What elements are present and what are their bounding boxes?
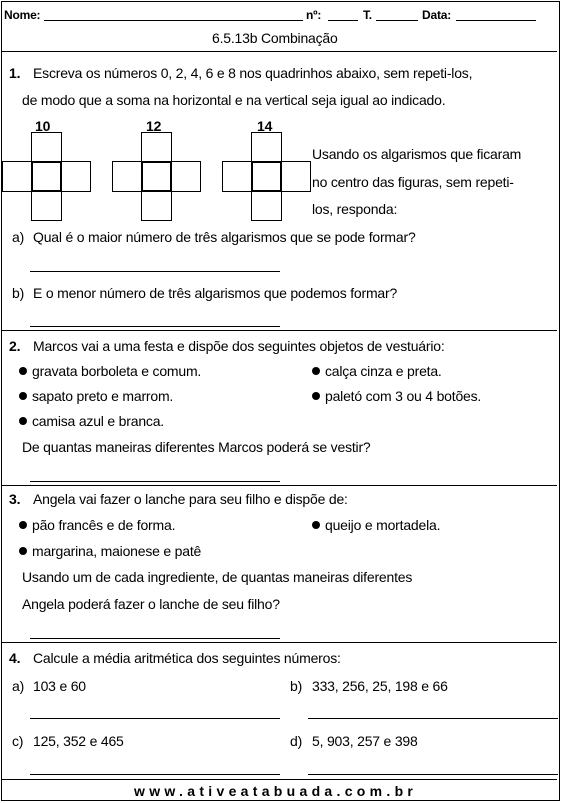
q3-item: margarina, maionese e patê: [19, 544, 201, 558]
q1a-letter: a): [12, 229, 25, 245]
cross-box-right[interactable]: [170, 161, 201, 192]
cross-box-top[interactable]: [251, 132, 282, 163]
q1-side-text-1: Usando os algarismos que ficaram: [312, 146, 522, 162]
q3-line1: Angela vai fazer o lanche para seu filho e dispõe de:: [33, 491, 348, 507]
q2-item: gravata borboleta e comum.: [19, 364, 201, 378]
q1-number: 1.: [9, 65, 21, 81]
q4a-answer-line[interactable]: [30, 718, 280, 719]
q2-item: paletó com 3 ou 4 botões.: [312, 389, 481, 403]
q3-line3: Angela poderá fazer o lanche de seu filho?: [22, 596, 280, 612]
cross-box-right[interactable]: [280, 161, 311, 192]
date-label: Data:: [422, 8, 452, 22]
q1a-answer-line[interactable]: [30, 271, 280, 272]
q4d-answer-line[interactable]: [308, 774, 558, 775]
cross3-sum: 14: [257, 118, 273, 134]
cross-box-top[interactable]: [31, 132, 62, 163]
q4-line1: Calcule a média aritmética dos seguintes números:: [33, 650, 341, 666]
cross-figure-3: [222, 132, 312, 222]
q4b-letter: b): [290, 678, 303, 694]
q4d-text: 5, 903, 257 e 398: [312, 733, 418, 749]
cross-box-bottom[interactable]: [141, 190, 172, 221]
q4c-letter: c): [12, 733, 24, 749]
q1b-answer-line[interactable]: [30, 326, 280, 327]
q4-number: 4.: [9, 650, 21, 666]
q1a-text: Qual é o maior número de três algarismos que se pode formar?: [33, 229, 416, 245]
cross1-sum: 10: [35, 118, 51, 134]
q1-side-text-2: no centro das figuras, sem repeti-: [312, 174, 514, 190]
footer-website: www.ativeatabuada.com.br: [134, 783, 418, 799]
q2-line1: Marcos vai a uma festa e dispõe dos seguintes objetos de vestuário:: [33, 338, 445, 354]
cross-box-center[interactable]: [141, 161, 172, 192]
divider: [2, 485, 557, 486]
cross-box-right[interactable]: [60, 161, 91, 192]
q2-item: camisa azul e branca.: [19, 414, 164, 428]
cross-box-top[interactable]: [141, 132, 172, 163]
q3-item: pão francês e de forma.: [19, 518, 175, 532]
date-field[interactable]: [456, 20, 536, 21]
class-field[interactable]: [376, 20, 418, 21]
q1-line2: de modo que a soma na horizontal e na vertical seja igual ao indicado.: [22, 92, 446, 108]
q4a-text: 103 e 60: [33, 678, 86, 694]
q4c-answer-line[interactable]: [30, 774, 280, 775]
divider: [2, 642, 557, 643]
cross-box-center[interactable]: [31, 161, 62, 192]
q3-item: queijo e mortadela.: [312, 518, 440, 532]
q4c-text: 125, 352 e 465: [33, 733, 124, 749]
q2-answer-line[interactable]: [30, 481, 280, 482]
q1-line1: Escreva os números 0, 2, 4, 6 e 8 nos quadrinhos abaixo, sem repeti-los,: [33, 65, 473, 81]
q1b-text: E o menor número de três algarismos que podemos formar?: [33, 285, 398, 301]
cross-box-left[interactable]: [222, 161, 253, 192]
q1-side-text-3: los, responda:: [312, 201, 398, 217]
cross2-sum: 12: [146, 118, 162, 134]
worksheet-subtitle: 6.5.13b Combinação: [212, 30, 338, 46]
cross-figure-2: [112, 132, 202, 222]
q3-answer-line[interactable]: [30, 638, 280, 639]
name-field[interactable]: [44, 20, 303, 21]
q2-item: calça cinza e preta.: [312, 364, 442, 378]
cross-box-left[interactable]: [2, 161, 33, 192]
cross-box-bottom[interactable]: [31, 190, 62, 221]
q4d-letter: d): [290, 733, 303, 749]
name-label: Nome:: [4, 8, 41, 22]
q3-line2: Usando um de cada ingrediente, de quantas maneiras diferentes: [22, 569, 413, 585]
number-field[interactable]: [328, 20, 358, 21]
q2-item: sapato preto e marrom.: [19, 389, 173, 403]
q2-question: De quantas maneiras diferentes Marcos poderá se vestir?: [22, 439, 371, 455]
cross-box-left[interactable]: [112, 161, 143, 192]
number-label: nº:: [306, 8, 322, 22]
q4a-letter: a): [12, 678, 25, 694]
class-label: T.: [363, 8, 372, 22]
divider: [2, 330, 557, 331]
divider: [2, 51, 557, 52]
divider: [2, 779, 557, 780]
cross-box-center[interactable]: [251, 161, 282, 192]
q1b-letter: b): [12, 285, 25, 301]
q2-number: 2.: [9, 338, 21, 354]
q4b-text: 333, 256, 25, 198 e 66: [312, 678, 448, 694]
q3-number: 3.: [9, 491, 21, 507]
cross-box-bottom[interactable]: [251, 190, 282, 221]
cross-figure-1: [2, 132, 92, 222]
q4b-answer-line[interactable]: [308, 718, 558, 719]
